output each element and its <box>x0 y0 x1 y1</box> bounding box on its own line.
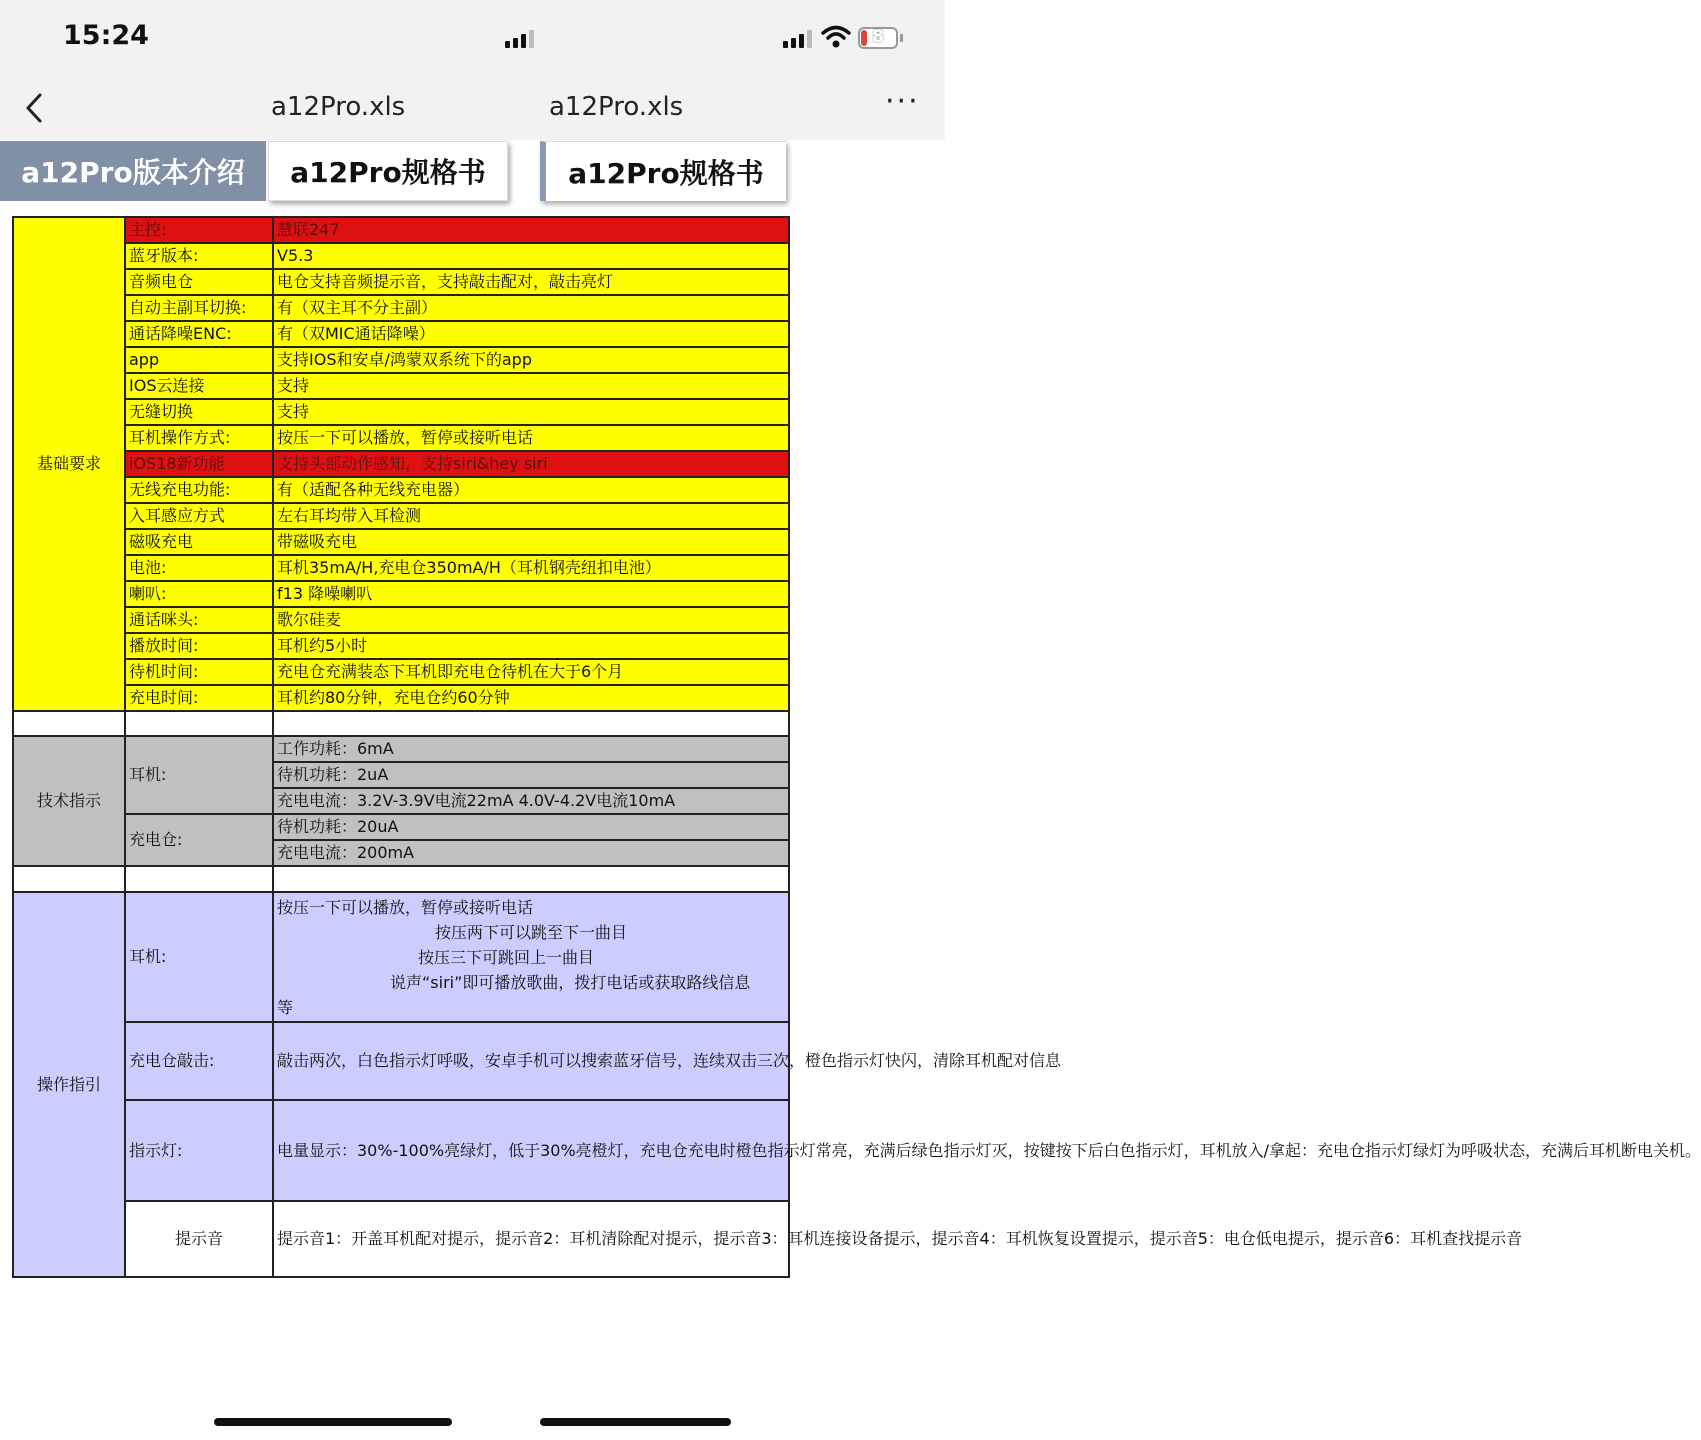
table-row <box>13 581 789 607</box>
table-row <box>13 607 789 633</box>
file-title: a12Pro.xls <box>271 92 406 122</box>
table-row <box>13 321 789 347</box>
key-cell[interactable]: 电池: <box>125 555 273 581</box>
chevron-left-icon[interactable] <box>24 92 44 124</box>
instruction-line: 按压一下可以播放，暂停或接听电话 <box>277 897 534 917</box>
table-row <box>13 477 789 503</box>
value-cell[interactable]: 耳机约80分钟，充电仓约60分钟 <box>273 685 789 711</box>
key-cell[interactable]: 无线充电功能: <box>125 477 273 503</box>
table-row <box>13 269 789 295</box>
table-row <box>13 1100 789 1201</box>
instruction-line: 等 <box>277 997 294 1017</box>
wifi-icon <box>821 25 851 49</box>
value-cell[interactable]: 提示音1：开盖耳机配对提示，提示音2：耳机清除配对提示，提示音3：耳机连接设备提示，提示音4：耳机恢复设置提示，提示音5：电仓低电提示，提示音6：耳机查找提示音 <box>273 1201 789 1277</box>
value-cell[interactable]: 歌尔硅麦 <box>273 607 789 633</box>
category-cell[interactable]: 操作指引 <box>13 892 125 1277</box>
value-cell[interactable]: 充电电流：3.2V-3.9V电流22mA 4.0V-4.2V电流10mA <box>273 788 789 814</box>
value-cell[interactable]: 带磁吸充电 <box>273 529 789 555</box>
value-cell[interactable]: 有（双MIC通话降噪） <box>273 321 789 347</box>
key-cell[interactable]: 充电仓敲击: <box>125 1022 273 1100</box>
category-cell[interactable]: 技术指示 <box>13 736 125 866</box>
key-cell[interactable]: 蓝牙版本: <box>125 243 273 269</box>
key-cell[interactable]: 耳机: <box>125 736 273 814</box>
table-row <box>13 373 789 399</box>
table-row <box>13 1022 789 1100</box>
value-cell[interactable]: f13 降噪喇叭 <box>273 581 789 607</box>
more-icon[interactable]: ··· <box>885 84 920 119</box>
key-cell[interactable]: 待机时间: <box>125 659 273 685</box>
value-cell[interactable]: 左右耳均带入耳检测 <box>273 503 789 529</box>
key-cell[interactable]: 指示灯: <box>125 1100 273 1201</box>
value-cell[interactable]: 有（适配各种无线充电器） <box>273 477 789 503</box>
empty-cell[interactable] <box>125 866 273 892</box>
table-row <box>13 555 789 581</box>
cellular-signal-icon <box>783 28 812 48</box>
table-row <box>13 347 789 373</box>
home-indicator <box>214 1418 452 1426</box>
key-cell[interactable]: 无缝切换 <box>125 399 273 425</box>
table-row <box>13 736 789 762</box>
value-cell[interactable]: 支持 <box>273 399 789 425</box>
key-cell[interactable]: 耳机操作方式: <box>125 425 273 451</box>
value-cell[interactable] <box>273 892 789 1022</box>
spec-table <box>12 216 1701 1278</box>
key-cell[interactable]: app <box>125 347 273 373</box>
tab-spec-sheet[interactable]: a12Pro规格书 <box>540 141 786 201</box>
table-row <box>13 425 789 451</box>
table-row <box>13 243 789 269</box>
value-cell[interactable]: 支持 <box>273 373 789 399</box>
file-title: a12Pro.xls <box>549 92 684 122</box>
value-cell[interactable]: 电量显示：30%-100%亮绿灯，低于30%亮橙灯，充电仓充电时橙色指示灯常亮，充满后绿色指示灯灭，按键按下后白色指示灯，耳机放入/拿起：充电仓指示灯绿灯为呼吸状态，充满后耳机断电关机。 <box>273 1100 789 1201</box>
value-cell[interactable]: 待机功耗：2uA <box>273 762 789 788</box>
key-cell[interactable]: IOS云连接 <box>125 373 273 399</box>
instruction-line: 说声“siri”即可播放歌曲，拨打电话或获取路线信息 <box>390 972 751 992</box>
value-cell[interactable]: 有（双主耳不分主副） <box>273 295 789 321</box>
battery-level: 8 <box>872 27 884 47</box>
value-cell[interactable]: 敲击两次，白色指示灯呼吸，安卓手机可以搜索蓝牙信号，连续双击三次，橙色指示灯快闪，清除耳机配对信息 <box>273 1022 789 1100</box>
battery-cap <box>900 34 903 42</box>
empty-cell[interactable] <box>13 711 125 736</box>
table-row <box>13 295 789 321</box>
table-row <box>13 814 789 840</box>
key-cell[interactable]: 磁吸充电 <box>125 529 273 555</box>
table-row <box>13 633 789 659</box>
value-cell[interactable]: 电仓支持音频提示音，支持敲击配对，敲击亮灯 <box>273 269 789 295</box>
category-cell[interactable]: 基础要求 <box>13 217 125 711</box>
instruction-line: 按压两下可以跳至下一曲目 <box>435 922 628 942</box>
value-cell[interactable]: 充电电流：200mA <box>273 840 789 866</box>
table-row <box>13 685 789 711</box>
value-cell[interactable]: 支持头部动作感知，支持siri&hey siri <box>273 451 789 477</box>
key-cell[interactable]: 充电仓: <box>125 814 273 866</box>
value-cell[interactable]: 耳机约5小时 <box>273 633 789 659</box>
empty-cell[interactable] <box>13 866 125 892</box>
empty-cell[interactable] <box>125 711 273 736</box>
value-cell[interactable]: 工作功耗：6mA <box>273 736 789 762</box>
key-cell[interactable]: 提示音 <box>125 1201 273 1277</box>
key-cell[interactable]: 通话降噪ENC: <box>125 321 273 347</box>
key-cell[interactable]: 耳机: <box>125 892 273 1022</box>
tab-spec-sheet[interactable]: a12Pro规格书 <box>268 141 508 201</box>
empty-cell[interactable] <box>273 866 789 892</box>
key-cell[interactable]: 充电时间: <box>125 685 273 711</box>
key-cell[interactable]: 主控: <box>125 217 273 243</box>
status-time: 15:24 <box>63 20 149 51</box>
key-cell[interactable]: 喇叭: <box>125 581 273 607</box>
table-row <box>13 217 789 243</box>
key-cell[interactable]: 音频电仓 <box>125 269 273 295</box>
empty-cell[interactable] <box>273 711 789 736</box>
value-cell[interactable]: V5.3 <box>273 243 789 269</box>
table-row <box>13 866 789 892</box>
key-cell[interactable]: 通话咪头: <box>125 607 273 633</box>
value-cell[interactable]: 耳机35mA/H,充电仓350mA/H（耳机钢壳纽扣电池） <box>273 555 789 581</box>
key-cell[interactable]: 自动主副耳切换: <box>125 295 273 321</box>
table-row <box>13 892 789 1022</box>
value-cell[interactable]: 待机功耗：20uA <box>273 814 789 840</box>
table-row <box>13 451 789 477</box>
table-row <box>13 711 789 736</box>
table-row <box>13 1201 789 1277</box>
key-cell[interactable]: iOS18新功能 <box>125 451 273 477</box>
table-row <box>13 659 789 685</box>
battery-icon <box>858 27 898 49</box>
cellular-signal-icon <box>505 28 534 48</box>
table-row <box>13 529 789 555</box>
value-cell[interactable]: 支持IOS和安卓/鸿蒙双系统下的app <box>273 347 789 373</box>
table-row <box>13 503 789 529</box>
table-row <box>13 399 789 425</box>
home-indicator <box>540 1418 731 1426</box>
key-cell[interactable]: 入耳感应方式 <box>125 503 273 529</box>
instruction-line: 按压三下可跳回上一曲目 <box>418 947 595 967</box>
tab-version-intro[interactable]: a12Pro版本介绍 <box>0 141 266 201</box>
value-cell[interactable]: 慧联247 <box>273 217 789 243</box>
value-cell[interactable]: 按压一下可以播放，暂停或接听电话 <box>273 425 789 451</box>
value-cell[interactable]: 充电仓充满装态下耳机即充电仓待机在大于6个月 <box>273 659 789 685</box>
key-cell[interactable]: 播放时间: <box>125 633 273 659</box>
